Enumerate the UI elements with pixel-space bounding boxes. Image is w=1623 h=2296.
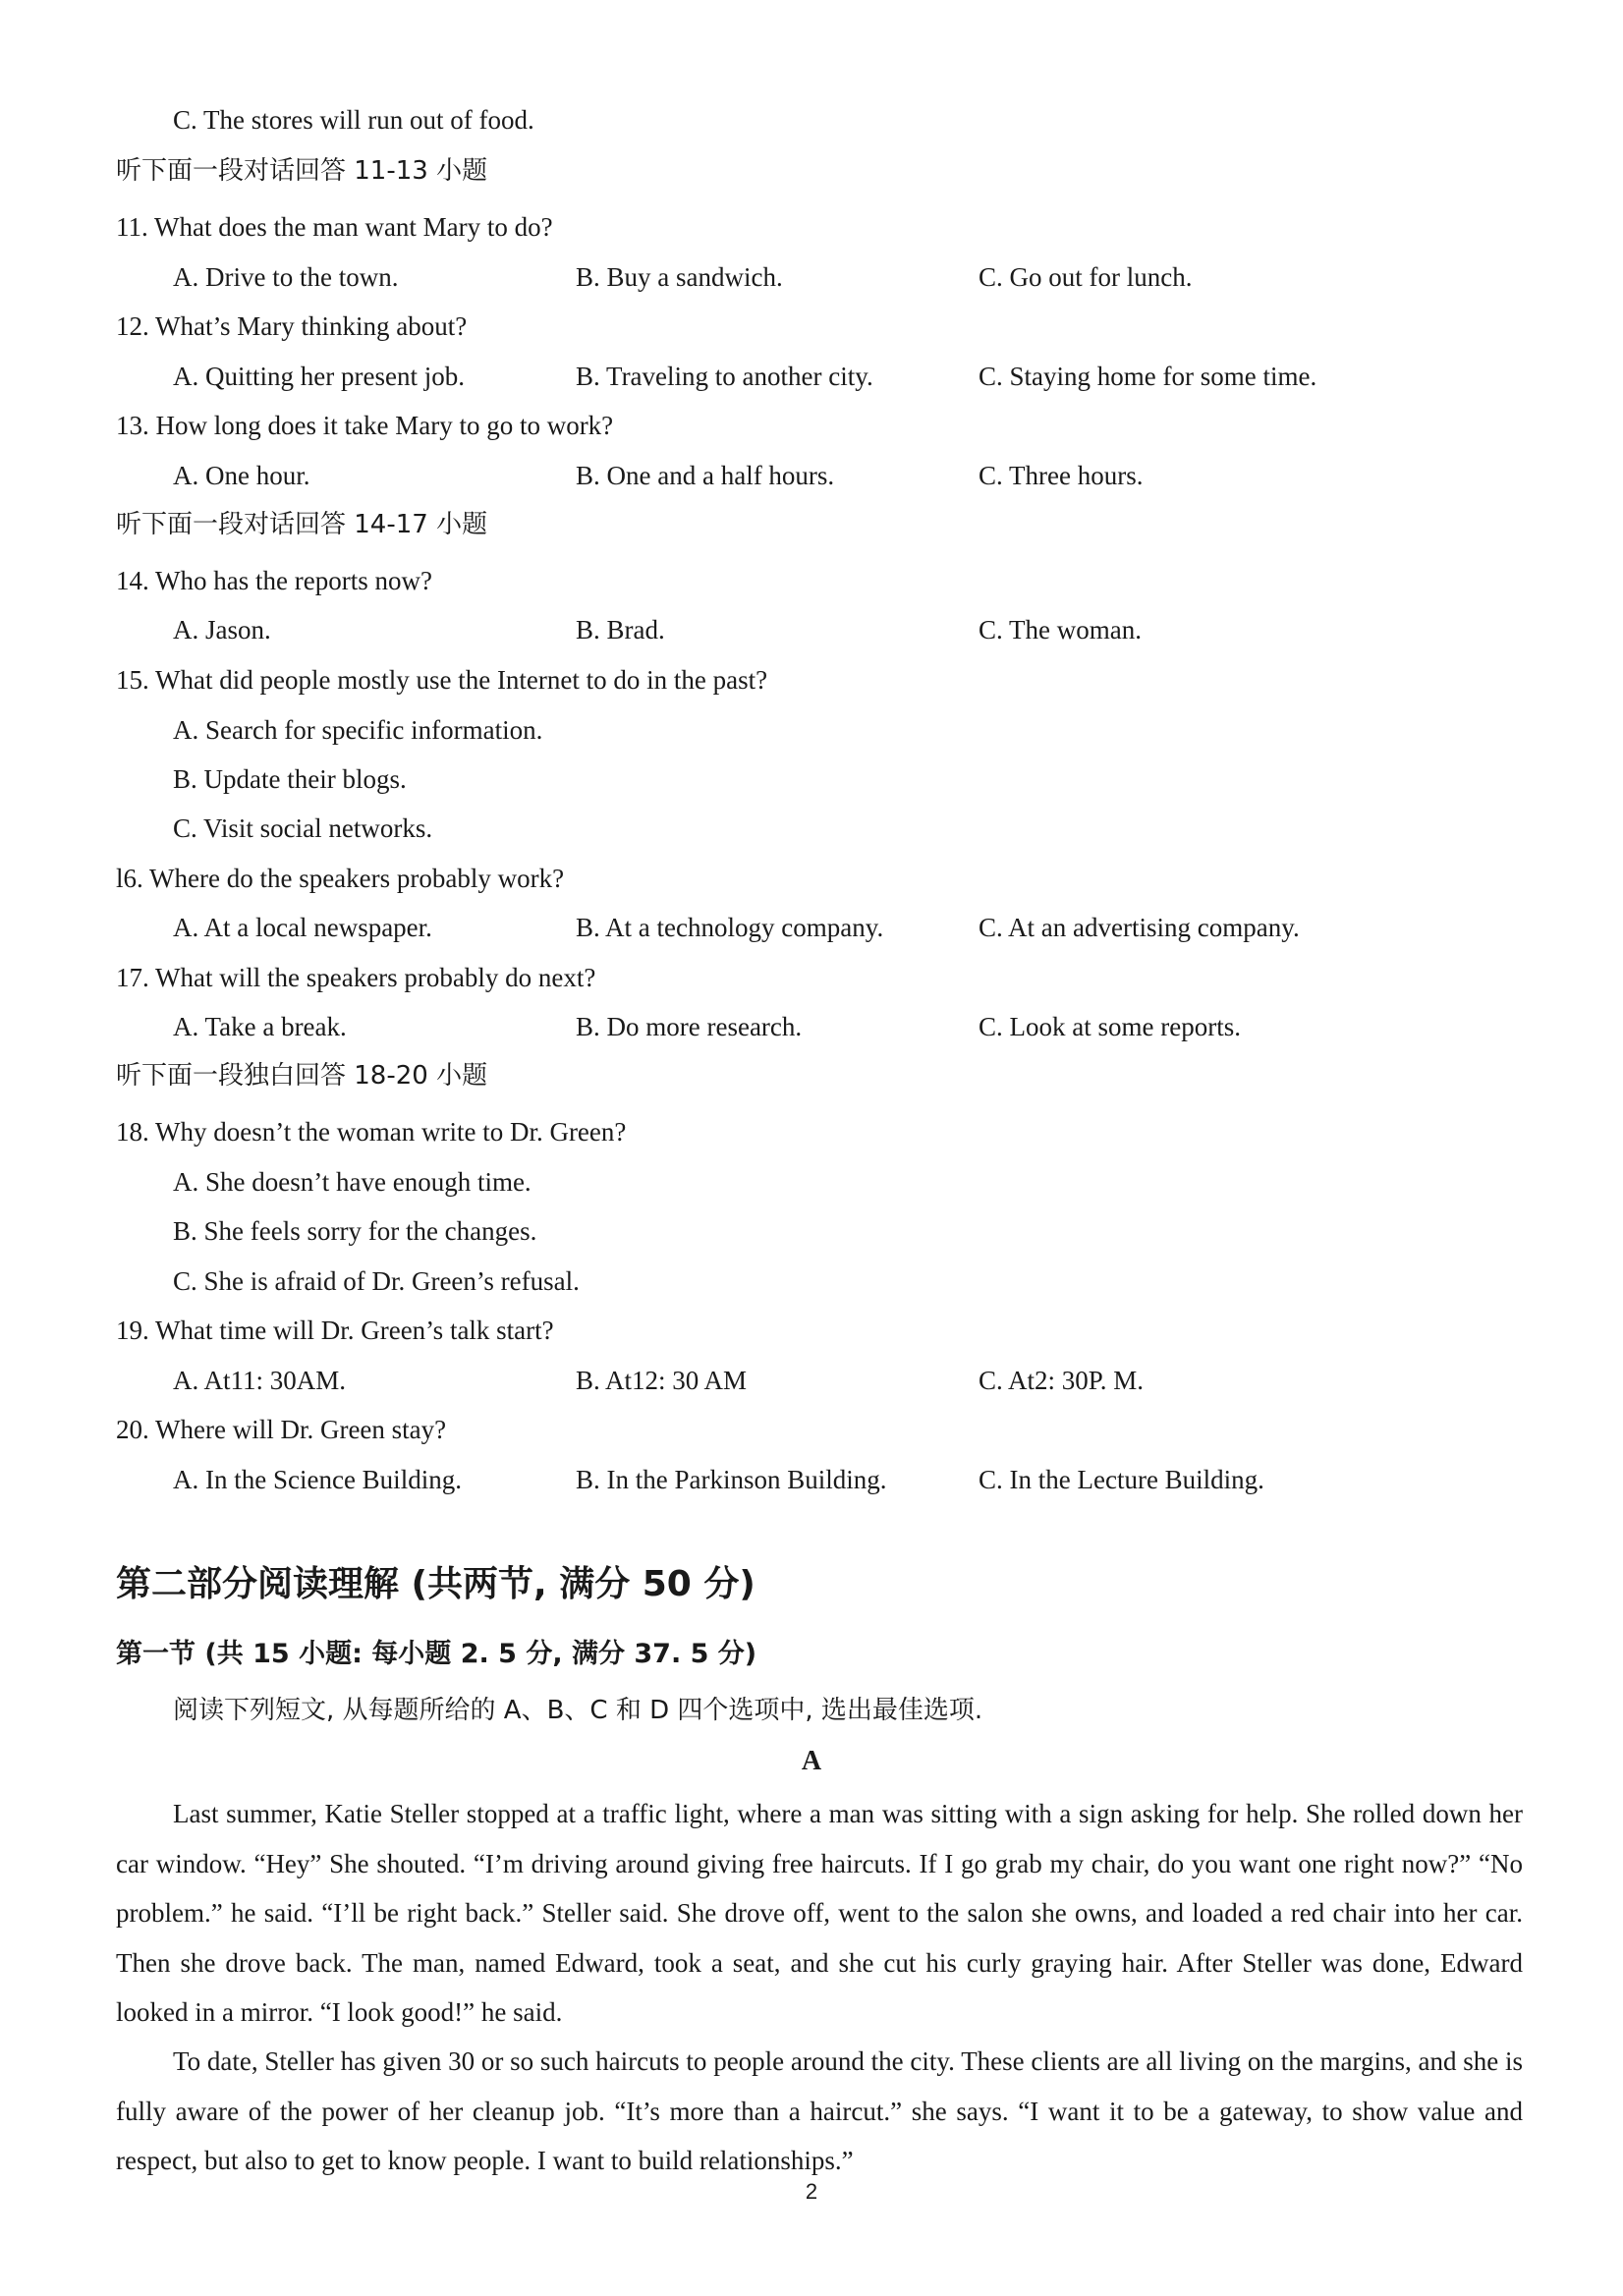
q19-stem: 19. What time will Dr. Green’s talk start? <box>116 1316 554 1345</box>
q14-option-b: B. Brad. <box>576 615 665 644</box>
q19-option-a: A. At11: 30AM. <box>173 1366 347 1395</box>
q14-option-c: C. The woman. <box>979 615 1142 644</box>
passage-paragraph-1: Last summer, Katie Steller stopped at a traffic light, where a man was sitting with a sign asking for help. She rolled down her car window. “Hey” She shouted. “I’m driving around giving free haircuts. If I go grab my chair, do you want one right now?” “No problem.” he said. “I’ll be right back.” Steller said. She drove off, went to the salon she owns, and loaded a red chair into her car. Then she drove back. The man, named Edward, took a seat, and she cut his curly graying hair. After Steller was done, Edward looked in a mirror. “I look good!” he said. <box>116 1799 1523 2027</box>
q19-option-c: C. At2: 30P. M. <box>979 1366 1145 1395</box>
q16-option-a: A. At a local newspaper. <box>173 913 432 942</box>
q20-option-b: B. In the Parkinson Building. <box>576 1465 887 1494</box>
q18-option-b: B. She feels sorry for the changes. <box>173 1216 537 1246</box>
section-heading-11-13: 听下面一段对话回答 11-13 小题 <box>116 156 488 186</box>
q13-option-b: B. One and a half hours. <box>576 461 835 490</box>
q11-stem: 11. What does the man want Mary to do? <box>116 212 553 242</box>
q11-option-b: B. Buy a sandwich. <box>576 262 783 292</box>
q16-option-c: C. At an advertising company. <box>979 913 1300 942</box>
q13-option-c: C. Three hours. <box>979 461 1144 490</box>
q15-stem: 15. What did people mostly use the Internet to do in the past? <box>116 665 768 695</box>
q19-option-b: B. At12: 30 AM <box>576 1366 748 1395</box>
q17-option-b: B. Do more research. <box>576 1012 803 1041</box>
q13-option-a: A. One hour. <box>173 461 310 490</box>
q20-stem: 20. Where will Dr. Green stay? <box>116 1415 447 1444</box>
section-heading-18-20: 听下面一段独白回答 18-20 小题 <box>116 1061 488 1091</box>
q11-option-a: A. Drive to the town. <box>173 262 399 292</box>
q20-option-c: C. In the Lecture Building. <box>979 1465 1264 1494</box>
reading-instructions: 阅读下列短文, 从每题所给的 A、B、C 和 D 四个选项中, 选出最佳选项. <box>173 1696 983 1725</box>
section-one-title: 第一节 (共 15 小题: 每小题 2. 5 分, 满分 37. 5 分) <box>116 1639 757 1669</box>
q15-option-c: C. Visit social networks. <box>173 813 433 843</box>
q17-option-c: C. Look at some reports. <box>979 1012 1241 1041</box>
q16-option-b: B. At a technology company. <box>576 913 884 942</box>
q15-option-a: A. Search for specific information. <box>173 715 543 745</box>
q18-option-c: C. She is afraid of Dr. Green’s refusal. <box>173 1266 580 1296</box>
q18-stem: 18. Why doesn’t the woman write to Dr. Green? <box>116 1117 627 1147</box>
q12-option-a: A. Quitting her present job. <box>173 362 465 391</box>
passage-label: A <box>801 1746 822 1776</box>
q13-stem: 13. How long does it take Mary to go to work? <box>116 411 614 440</box>
q17-stem: 17. What will the speakers probably do next? <box>116 963 596 992</box>
q16-stem: l6. Where do the speakers probably work? <box>116 864 565 893</box>
q14-option-a: A. Jason. <box>173 615 271 644</box>
q15-option-b: B. Update their blogs. <box>173 764 407 794</box>
q12-option-c: C. Staying home for some time. <box>979 362 1317 391</box>
q12-option-b: B. Traveling to another city. <box>576 362 873 391</box>
q10-option-c: C. The stores will run out of food. <box>173 105 534 135</box>
q14-stem: 14. Who has the reports now? <box>116 566 432 595</box>
passage-paragraph-2: To date, Steller has given 30 or so such haircuts to people around the city. These clients are all living on the margins, and she is fully aware of the power of her cleanup job. “It’s more than a haircut.” she says. “I want it to be a gateway, to show value and respect, but also to get to know people. I want to build relationships.” <box>116 2046 1523 2175</box>
q11-option-c: C. Go out for lunch. <box>979 262 1193 292</box>
part-two-title: 第二部分阅读理解 (共两节, 满分 50 分) <box>116 1564 756 1604</box>
page-number: 2 <box>805 2179 818 2204</box>
q18-option-a: A. She doesn’t have enough time. <box>173 1167 532 1197</box>
section-heading-14-17: 听下面一段对话回答 14-17 小题 <box>116 510 488 539</box>
q20-option-a: A. In the Science Building. <box>173 1465 462 1494</box>
q17-option-a: A. Take a break. <box>173 1012 347 1041</box>
q12-stem: 12. What’s Mary thinking about? <box>116 311 468 341</box>
